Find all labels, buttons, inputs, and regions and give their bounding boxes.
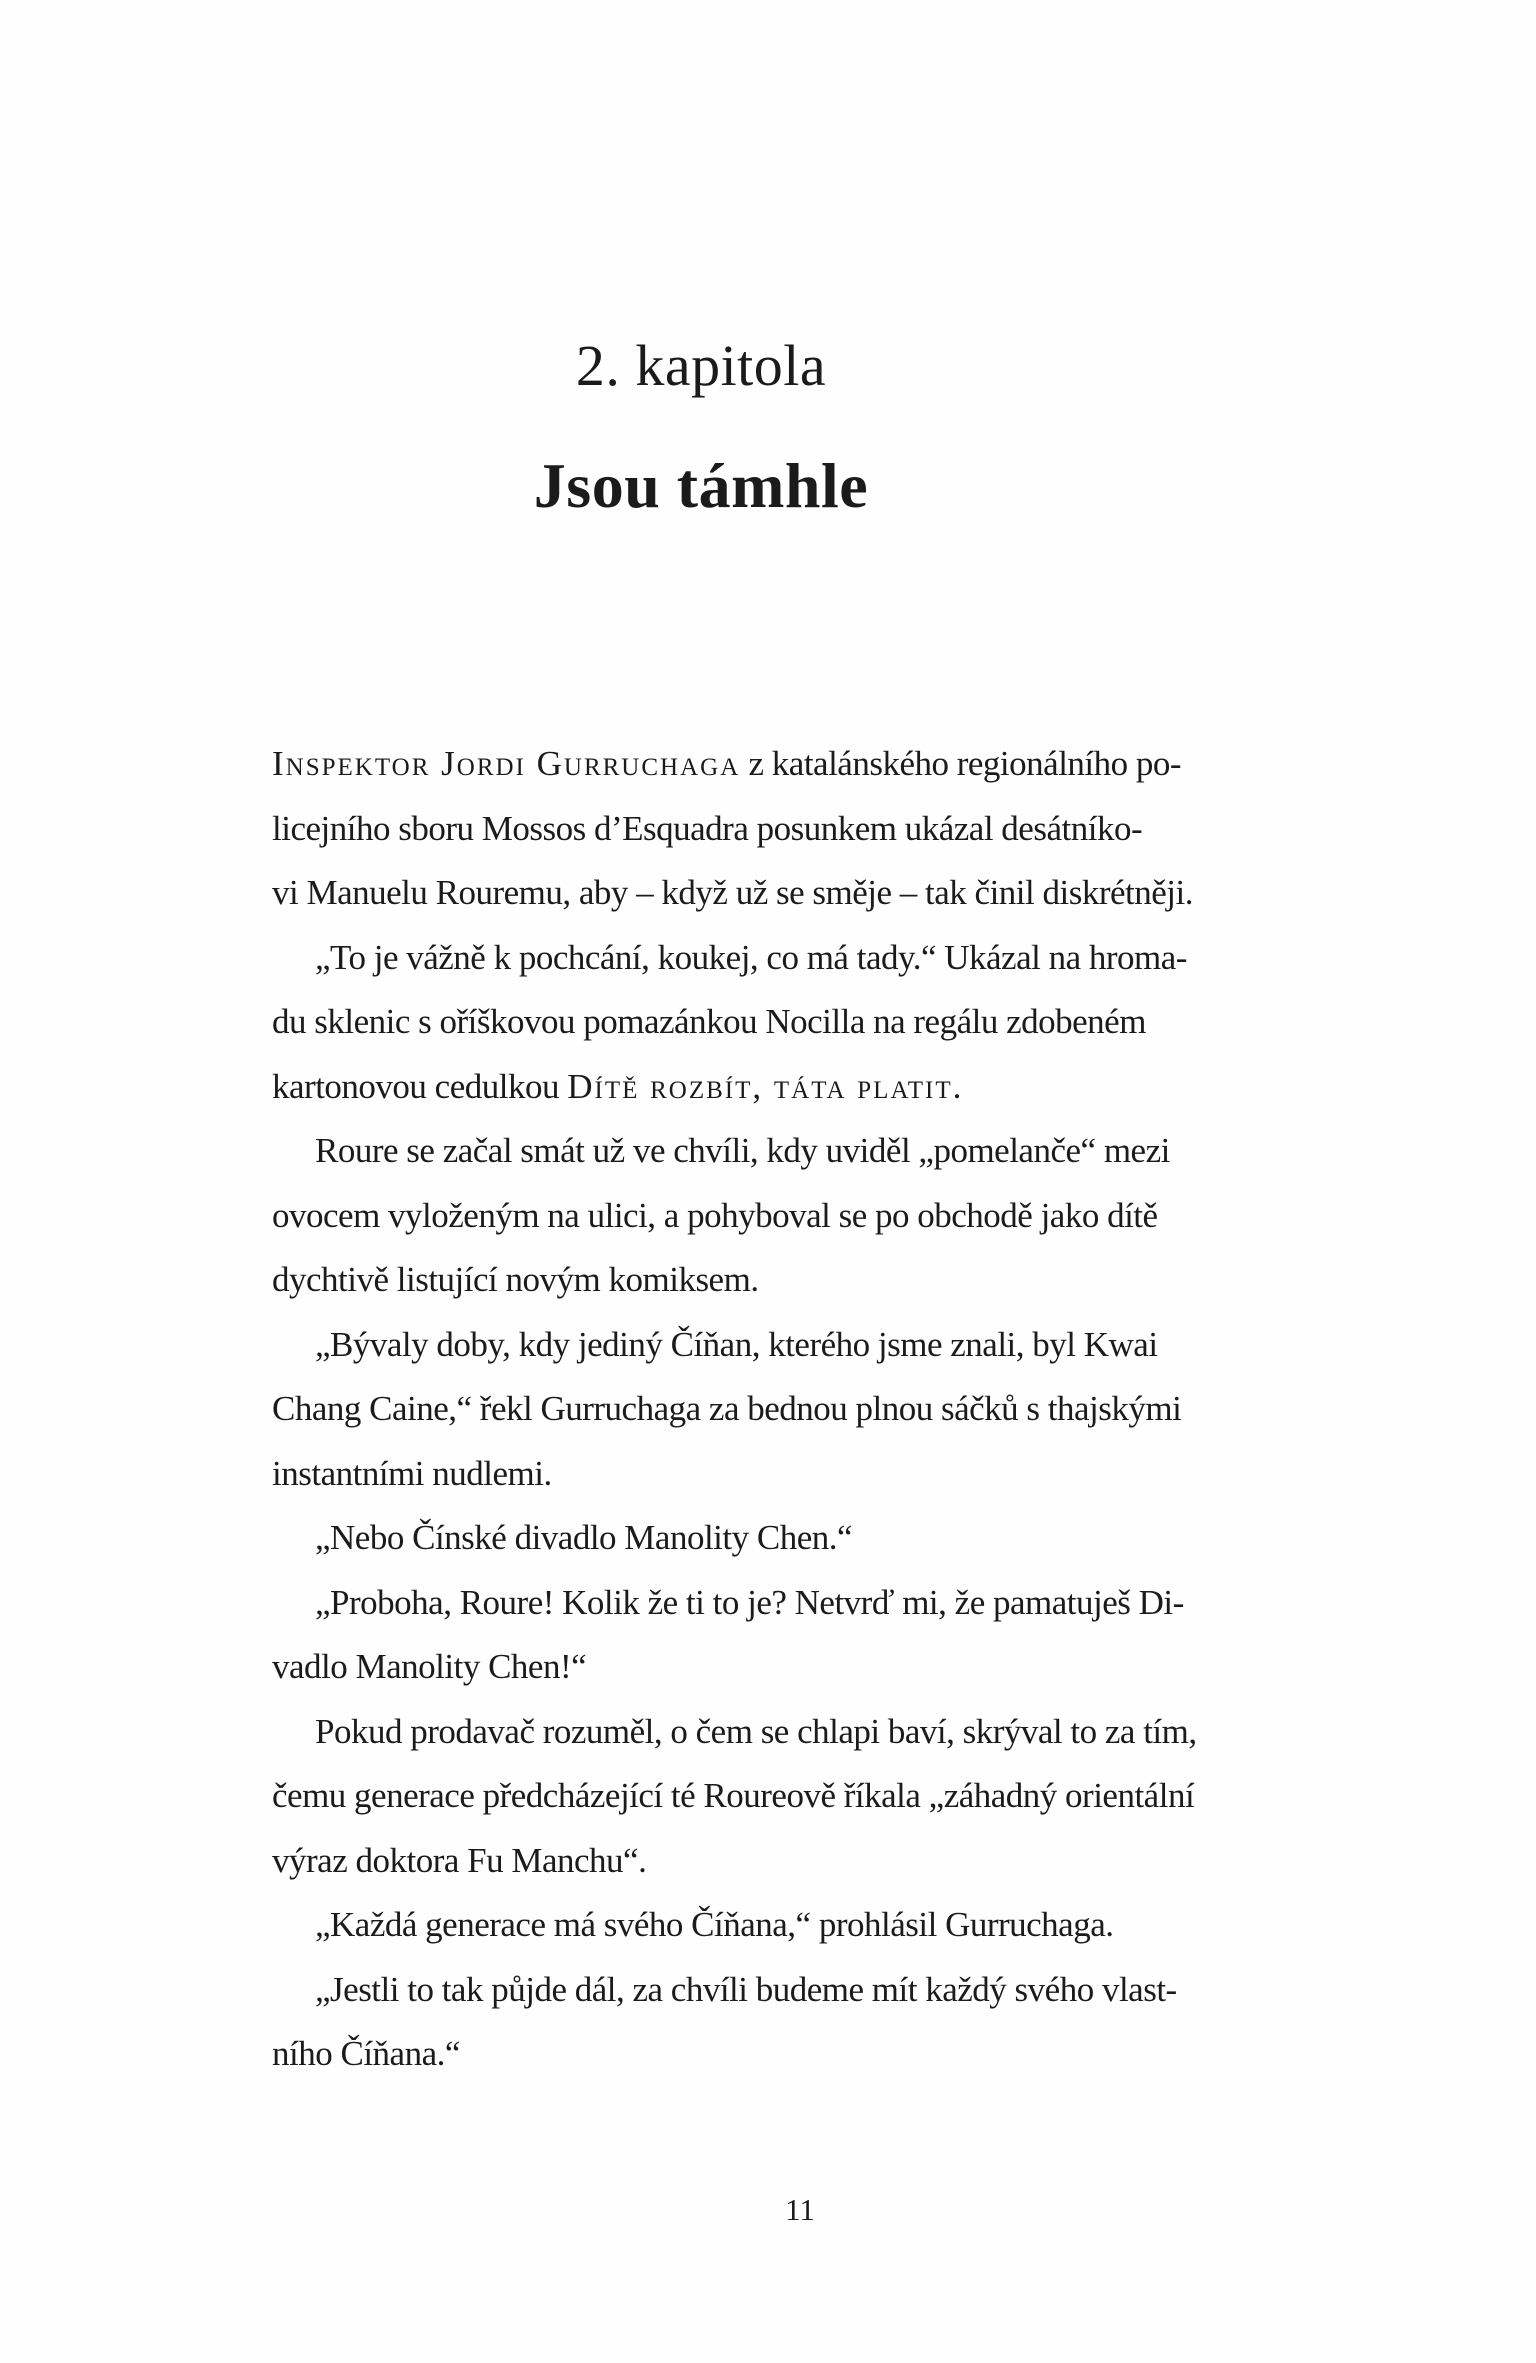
text-segment: licejního sboru Mossos d’Esquadra posunkem ukázal desátníko- xyxy=(272,808,1143,848)
text-line xyxy=(272,1313,1158,1378)
text-segment: kartonovou cedulkou xyxy=(272,1066,568,1106)
text-segment: výraz doktora Fu Manchu“. xyxy=(272,1840,647,1880)
text-segment: „Každá generace má svého Číňana,“ prohlásil Gurruchaga. xyxy=(315,1905,1114,1944)
smallcaps-text: Dítě rozbít, táta platit. xyxy=(567,1066,964,1106)
text-line xyxy=(272,1958,1177,2023)
chapter-number: 2. kapitola xyxy=(575,333,827,398)
text-line xyxy=(272,2022,1130,2087)
text-segment: „To je vážně k pochcání, koukej, co má tady.“ Ukázal na hroma- xyxy=(315,937,1187,977)
text-line xyxy=(272,926,1187,991)
page-number: 11 xyxy=(785,2192,815,2227)
text-segment: „Bývaly doby, kdy jediný Číňan, kterého jsme znali, byl Kwai xyxy=(315,1324,1158,1364)
text-segment: Roure se začal smát už ve chvíli, kdy uviděl „pomelanče“ mezi xyxy=(315,1131,1170,1170)
text-segment: „Proboha, Roure! Kolik že ti to je? Netvrď mi, že pamatuješ Di- xyxy=(315,1582,1184,1622)
text-segment: „Nebo Čínské divadlo Manolity Chen.“ xyxy=(315,1518,853,1557)
text-line xyxy=(272,1119,1170,1184)
text-segment: Pokud prodavač rozuměl, o čem se chlapi baví, skrýval to za tím, xyxy=(315,1711,1197,1751)
text-block xyxy=(272,0,1197,2087)
text-line xyxy=(272,1635,1130,1700)
text-segment: Chang Caine,“ řekl Gurruchaga za bednou plnou sáčků s thajskými xyxy=(272,1389,1182,1428)
text-segment: du sklenic s oříškovou pomazánkou Nocilla na regálu zdobeném xyxy=(272,1002,1146,1041)
text-line xyxy=(272,1893,1130,1958)
text-line xyxy=(272,1248,1130,1313)
text-line xyxy=(272,861,1194,926)
text-segment: instantními nudlemi. xyxy=(272,1453,552,1493)
text-line xyxy=(272,990,1146,1055)
text-line xyxy=(272,1184,1158,1249)
text-line xyxy=(272,1571,1184,1636)
text-segment: dychtivě listující novým komiksem. xyxy=(272,1260,759,1299)
text-line xyxy=(272,1377,1182,1442)
text-segment: „Jestli to tak půjde dál, za chvíli budeme mít každý svého vlast- xyxy=(315,1969,1177,2009)
text-line xyxy=(272,1506,1130,1571)
text-segment: vi Manuelu Rouremu, aby – když už se směje – tak činil diskrétněji. xyxy=(272,873,1194,912)
text-line xyxy=(272,1764,1195,1829)
text-line xyxy=(272,1442,1130,1507)
text-segment: z katalánského regionálního po- xyxy=(740,744,1182,783)
text-line xyxy=(272,797,1143,862)
text-segment: vadlo Manolity Chen!“ xyxy=(272,1647,587,1686)
text-segment: ního Číňana.“ xyxy=(272,2034,460,2073)
text-segment: čemu generace předcházející té Roureově říkala „záhadný orientální xyxy=(272,1776,1195,1815)
text-line xyxy=(272,1829,1130,1894)
body-text xyxy=(272,732,1197,2087)
chapter-title: Jsou támhle xyxy=(533,450,869,521)
text-line xyxy=(272,1055,1130,1120)
text-line xyxy=(272,732,1182,797)
smallcaps-text: Inspektor Jordi Gurruchaga xyxy=(272,744,741,783)
text-segment: ovocem vyloženým na ulici, a pohyboval se po obchodě jako dítě xyxy=(272,1195,1158,1235)
text-line xyxy=(272,1700,1197,1765)
